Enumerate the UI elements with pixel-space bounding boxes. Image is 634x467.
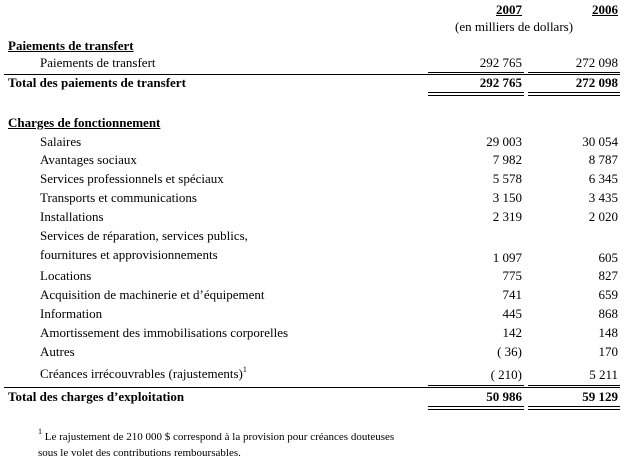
row-2006: 5 211 [589,367,618,382]
row-2007: 7 982 [492,152,522,167]
unit-label: (en milliers de dollars) [455,19,574,34]
row-2007: 445 [502,306,522,321]
row-2006: 170 [598,344,618,359]
transfer-double-rule-2006 [528,92,620,96]
row-2006: 148 [598,325,618,340]
row-2007: ( 36) [497,344,522,359]
operating-total-top-rule [4,387,620,388]
transfer-total-label: Total des paiements de transfert [8,75,186,90]
operating-rule-2007 [428,385,524,386]
row-2006: 605 [598,250,618,265]
row-label: Amortissement des immobilisations corporelles [40,325,289,340]
row-label-continued: fournitures et approvisionnements [40,247,218,262]
footnote-marker: 1 [38,427,42,437]
row-2007: 1 097 [492,250,522,265]
operating-rule-2006 [528,385,620,386]
footnote-text: Le rajustement de 210 000 $ correspond à la provision pour créances douteuses [42,431,395,443]
row-2006: 868 [598,306,618,321]
row-label: Transports et communications [40,190,197,205]
row-2007: ( 210) [490,367,522,382]
transfer-section-title: Paiements de transfert [8,38,134,53]
row-2007: 5 578 [492,171,522,186]
transfer-total-2007: 292 765 [479,75,522,90]
transfer-row-2006: 272 098 [575,55,618,70]
row-2006: 2 020 [588,209,618,224]
row-label: Services de réparation, services publics, [40,228,248,243]
row-label: Acquisition de machinerie et d’équipement [40,287,265,302]
operating-section-title: Charges de fonctionnement [8,115,161,130]
operating-total-2006: 59 129 [582,389,618,404]
row-label: Salaires [40,134,82,149]
year-2007-header: 2007 [496,2,522,17]
transfer-row-label: Paiements de transfert [40,55,156,70]
row-2006: 827 [598,268,618,283]
row-2006: 3 435 [588,190,618,205]
row-2007: 741 [502,287,522,302]
year-2006-header: 2006 [592,2,618,17]
row-2007: 2 319 [492,209,522,224]
row-2007: 29 003 [486,134,522,149]
operating-double-rule-2006 [528,406,620,410]
operating-double-rule-2007 [428,406,524,410]
row-label [40,366,247,382]
row-2007: 142 [502,325,522,340]
transfer-rule-2006 [528,72,620,73]
row-2006: 8 787 [588,152,618,167]
transfer-row-2007: 292 765 [479,55,522,70]
row-label: Autres [40,344,75,359]
row-2007: 775 [502,268,522,283]
operating-total-2007: 50 986 [486,389,522,404]
row-2006: 30 054 [582,134,618,149]
footnote-line-2: sous le volet des contributions remboursables. [38,447,241,459]
row-label: Avantages sociaux [40,152,137,167]
row-label: Services professionnels et spéciaux [40,171,224,186]
row-2006: 659 [598,287,618,302]
footnote-ref: 1 [242,364,247,374]
row-label: Information [40,306,103,321]
transfer-rule-2007 [428,72,524,73]
footnote-line-1 [38,427,395,445]
row-2006: 6 345 [588,171,618,186]
row-2007: 3 150 [492,190,522,205]
row-label-text: Créances irrécouvrables (rajustements) [40,366,243,381]
transfer-double-rule-2007 [428,92,524,96]
row-label: Locations [40,268,92,283]
transfer-total-2006: 272 098 [575,75,618,90]
row-label: Installations [40,209,104,224]
operating-total-label: Total des charges d’exploitation [8,389,185,404]
